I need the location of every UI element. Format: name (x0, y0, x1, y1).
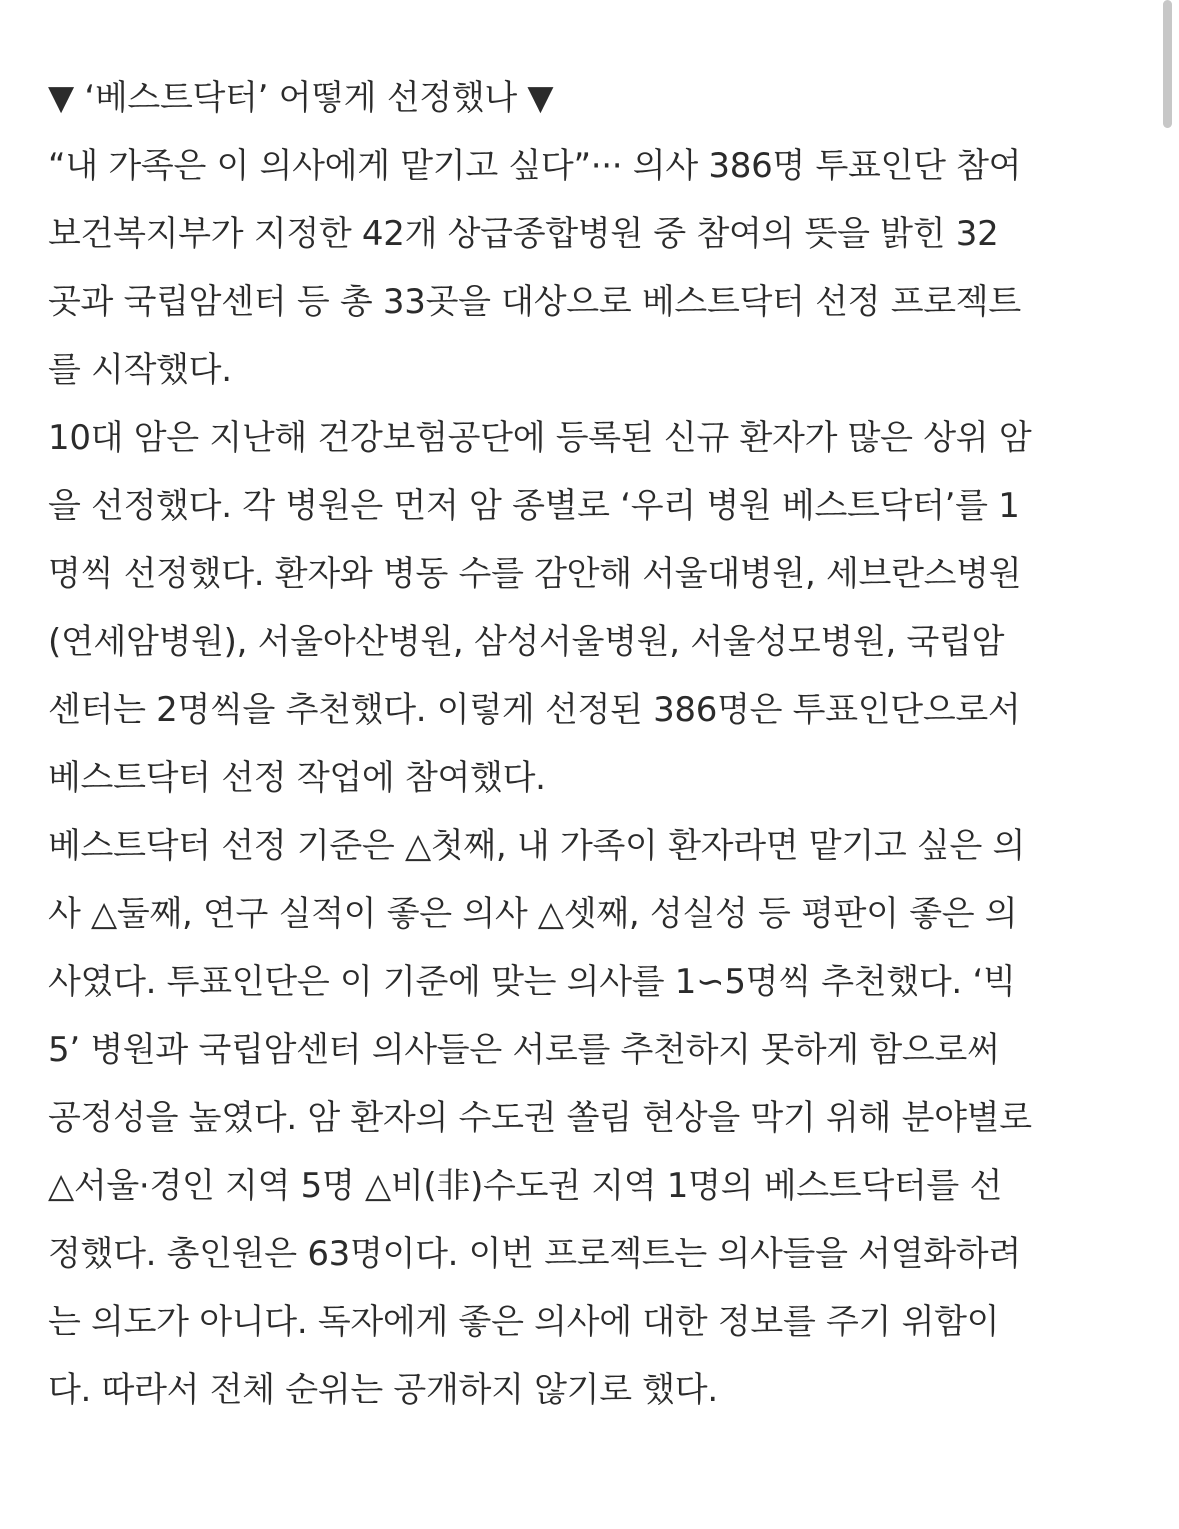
article-heading: ▼ ‘베스트닥터’ 어떻게 선정했나 ▼ (48, 78, 554, 118)
article-text-line: 을 선정했다. 각 병원은 먼저 암 종별로 ‘우리 병원 베스트닥터’를 1 (48, 486, 1020, 526)
article-text-line: 다. 따라서 전체 순위는 공개하지 않기로 했다. (48, 1370, 718, 1410)
article-text-line: 사였다. 투표인단은 이 기준에 맞는 의사를 1∽5명씩 추천했다. ‘빅 (48, 962, 1016, 1002)
article-text-line: 보건복지부가 지정한 42개 상급종합병원 중 참여의 뜻을 밝힌 32 (48, 214, 999, 254)
article-text-line: 베스트닥터 선정 기준은 △첫째, 내 가족이 환자라면 맡기고 싶은 의 (48, 826, 1026, 866)
article-text-line: 5’ 병원과 국립암센터 의사들은 서로를 추천하지 못하게 함으로써 (48, 1030, 1000, 1070)
article-text-line: 정했다. 총인원은 63명이다. 이번 프로젝트는 의사들을 서열화하려 (48, 1234, 1021, 1274)
article-text-line: 는 의도가 아니다. 독자에게 좋은 의사에 대한 정보를 주기 위함이 (48, 1302, 1000, 1342)
article-text-line: 공정성을 높였다. 암 환자의 수도권 쏠림 현상을 막기 위해 분야별로 (48, 1098, 1032, 1138)
article-body (48, 64, 1148, 1424)
article-text-line: 센터는 2명씩을 추천했다. 이렇게 선정된 386명은 투표인단으로서 (48, 690, 1021, 730)
article-subheading: “내 가족은 이 의사에게 맡기고 싶다”··· 의사 386명 투표인단 참여 (48, 146, 1022, 186)
article-text-line: 를 시작했다. (48, 350, 232, 390)
article-text-line: △서울·경인 지역 5명 △비(非)수도권 지역 1명의 베스트닥터를 선 (48, 1166, 1003, 1206)
article-text-line: 베스트닥터 선정 작업에 참여했다. (48, 758, 546, 798)
article-text-line: (연세암병원), 서울아산병원, 삼성서울병원, 서울성모병원, 국립암 (48, 622, 1005, 662)
article-text-line: 곳과 국립암센터 등 총 33곳을 대상으로 베스트닥터 선정 프로젝트 (48, 282, 1021, 322)
vertical-scrollbar[interactable] (1163, 0, 1172, 128)
article-text-line: 명씩 선정했다. 환자와 병동 수를 감안해 서울대병원, 세브란스병원 (48, 554, 1022, 594)
article-text-line: 10대 암은 지난해 건강보험공단에 등록된 신규 환자가 많은 상위 암 (48, 418, 1032, 458)
article-text-line: 사 △둘째, 연구 실적이 좋은 의사 △셋째, 성실성 등 평판이 좋은 의 (48, 894, 1018, 934)
